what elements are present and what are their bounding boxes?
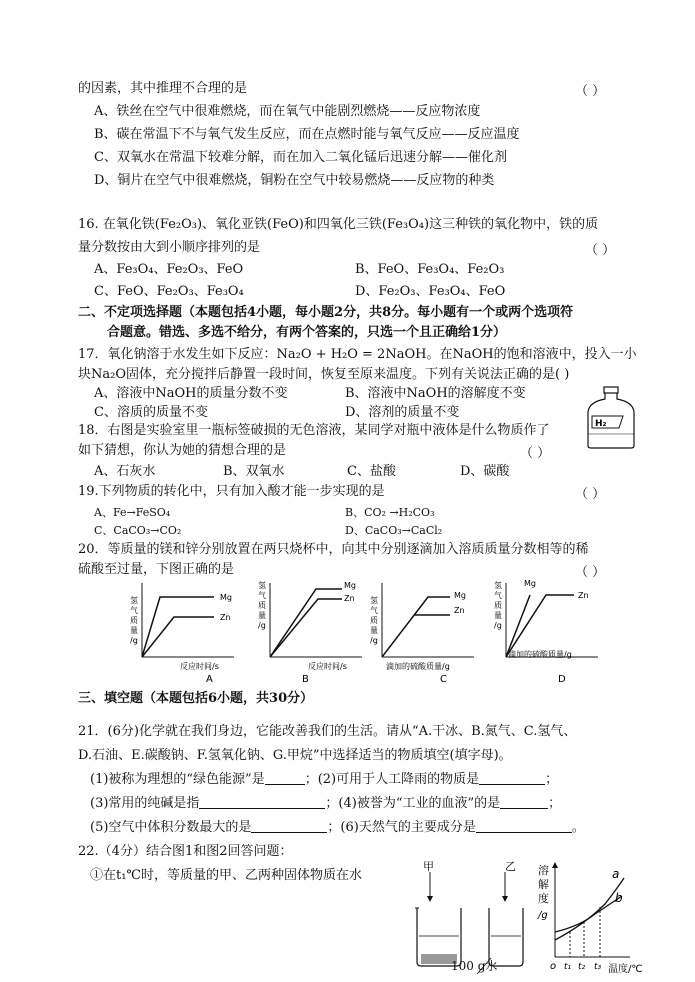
q18-answer-paren: （ ） xyxy=(520,446,551,461)
water-label: 100 g水 xyxy=(451,959,498,973)
q16-stem-line2: 量分数按由大到小顺序排列的是 xyxy=(78,240,261,255)
graph-c-mg-label: Mg xyxy=(454,591,466,600)
svg-text:量: 量 xyxy=(130,626,138,635)
q18-option-d: D、碳酸 xyxy=(460,464,510,479)
q17-option-d: D、溶剂的质量不变 xyxy=(345,405,460,420)
svg-text:/g: /g xyxy=(538,910,548,921)
section2-heading-line1: 二、不定项选择题（本题包括4小题，每小题2分，共8分。每小题有一个或两个选项符 xyxy=(78,305,574,320)
q18-stem-line2: 如下猜想，你认为她的猜想合理的是 xyxy=(78,443,287,458)
tick-t3: t₃ xyxy=(594,962,602,972)
svg-text:/g: /g xyxy=(258,621,266,630)
q22-stem-line2: ①在t₁℃时，等质量的甲、乙两种固体物质在水 xyxy=(90,868,362,883)
q21-row2: (3)常用的纯碱是指 ；(4)被誉为“工业的血液”的是 ； xyxy=(90,796,562,811)
curve-b-label: b xyxy=(615,891,623,905)
svg-text:/g: /g xyxy=(494,621,502,630)
svg-text:质: 质 xyxy=(130,616,138,625)
q20-graph-options xyxy=(0,575,695,685)
graph-d-zn-label: Zn xyxy=(578,591,589,600)
graph-a-letter: A xyxy=(206,674,213,685)
q18-stem-line1: 18．右图是实验室里一瓶标签破损的无色溶液，某同学对瓶中液体是什么物质作了 xyxy=(78,423,550,438)
q16-option-c: C、FeO、Fe₂O₃、Fe₃O₄ xyxy=(94,284,244,299)
q17-option-a: A、溶液中NaOH的质量分数不变 xyxy=(94,386,288,401)
solubility-graph xyxy=(530,862,655,977)
solubility-ylabel xyxy=(537,863,549,921)
graph-d-letter: D xyxy=(558,674,566,685)
svg-text:质: 质 xyxy=(258,601,266,610)
q15-answer-paren: （ ） xyxy=(575,84,606,99)
q21-blank-1[interactable] xyxy=(265,771,305,785)
beaker-jia-label: 甲 xyxy=(423,860,434,873)
graph-a-xlabel: 反应时间/s xyxy=(180,662,219,671)
graph-d-mg-line xyxy=(506,595,574,657)
q17-option-c: C、溶质的质量不变 xyxy=(94,405,208,420)
graph-a-mg-line xyxy=(142,597,214,657)
svg-text:量: 量 xyxy=(258,611,266,620)
svg-text:溶: 溶 xyxy=(538,864,549,877)
svg-text:气: 气 xyxy=(494,591,502,600)
svg-text:/g: /g xyxy=(130,636,138,645)
q21-blank-2[interactable] xyxy=(479,771,545,785)
q15-option-d: D、铜片在空气中很难燃烧，铜粉在空气中较易燃烧——反应物的种类 xyxy=(94,173,495,188)
q16-option-b: B、FeO、Fe₃O₄、Fe₂O₃ xyxy=(355,262,505,277)
graph-b xyxy=(258,580,362,685)
graph-c-xlabel: 滴加的硫酸质量/g xyxy=(386,662,450,671)
svg-text:质: 质 xyxy=(370,616,378,625)
svg-text:氢: 氢 xyxy=(258,581,266,590)
q21-blank-4[interactable] xyxy=(500,795,548,809)
graph-b-mg-label: Mg xyxy=(344,581,356,590)
q16-answer-paren: （ ） xyxy=(585,243,616,258)
q18-option-a: A、石灰水 xyxy=(94,464,156,479)
svg-text:质: 质 xyxy=(494,601,502,610)
origin-label: o xyxy=(550,961,557,972)
q17-stem-line1: 17．氧化钠溶于水发生如下反应：Na₂O + H₂O = 2NaOH。在NaOH的饱和溶液中，投入一小 xyxy=(78,347,637,362)
q18-option-b: B、双氧水 xyxy=(223,464,285,479)
q19-option-c: C、CaCO₃→CO₂ xyxy=(94,524,182,537)
svg-text:气: 气 xyxy=(258,591,266,600)
q19-option-a: A、Fe→FeSO₄ xyxy=(94,506,171,519)
bottle-label-text: H₂ xyxy=(595,419,607,429)
section3-heading: 三、填空题（本题包括6小题，共30分） xyxy=(78,691,314,706)
q21-stem-line2: D.石油、E.碳酸钠、F.氢氧化钠、G.甲烷”中选择适当的物质填空(填字母)。 xyxy=(78,748,512,763)
section2-heading-line2: 合题意。错选、多选不给分，有两个答案的，只选一个且正确给1分） xyxy=(107,325,507,340)
graph-a-ylabel xyxy=(130,595,138,645)
q16-option-d: D、Fe₂O₃、Fe₃O₄、FeO xyxy=(355,284,506,299)
graph-a-mg-label: Mg xyxy=(220,593,232,602)
q20-stem-line2: 硫酸至过量，下图正确的是 xyxy=(78,562,235,577)
graph-d xyxy=(494,579,598,685)
beaker-yi-label: 乙 xyxy=(505,860,516,873)
graph-c-zn-label: Zn xyxy=(454,606,465,615)
solubility-xlabel: 温度/℃ xyxy=(608,964,643,975)
graph-d-mg-label: Mg xyxy=(524,579,536,588)
q15-option-a: A、铁丝在空气中很难燃烧，而在氧气中能剧烈燃烧——反应物浓度 xyxy=(94,104,481,119)
q21-stem-line1: 21．(6分)化学就在我们身边，它能改善我们的生活。请从“A.干冰、B.氮气、C.氢气、 xyxy=(78,724,577,739)
q15-option-b: B、碳在常温下不与氧气发生反应，而在点燃时能与氧气反应——反应温度 xyxy=(94,127,520,142)
graph-a xyxy=(130,583,234,685)
q21-blank-3[interactable] xyxy=(199,795,325,809)
q17-stem-line2: 块Na₂O固体，充分搅拌后静置一段时间，恢复至原来温度。下列有关说法正确的是( ) xyxy=(78,367,570,382)
svg-text:氢: 氢 xyxy=(370,596,378,605)
graph-c-letter: C xyxy=(440,674,447,685)
graph-d-ylabel xyxy=(494,580,502,630)
graph-d-xlabel: 滴加的硫酸质量/g xyxy=(508,650,572,659)
curve-a-label: a xyxy=(612,867,620,881)
svg-text:氢: 氢 xyxy=(494,581,502,590)
q20-answer-paren: （ ） xyxy=(575,565,606,580)
svg-text:/g: /g xyxy=(370,636,378,645)
graph-c xyxy=(370,583,474,685)
q21-blank-6[interactable] xyxy=(476,819,572,833)
q17-option-b: B、溶液中NaOH的溶解度不变 xyxy=(345,386,526,401)
svg-text:氢: 氢 xyxy=(130,596,138,605)
graph-b-zn-line xyxy=(270,599,342,657)
q21-row1: (1)被称为理想的“绿色能源”是 ；(2)可用于人工降雨的物质是 ； xyxy=(90,772,559,787)
svg-text:气: 气 xyxy=(370,606,378,615)
graph-b-zn-label: Zn xyxy=(344,594,355,603)
graph-b-letter: B xyxy=(302,674,309,685)
graph-c-mg-line xyxy=(382,597,450,657)
tick-t2: t₂ xyxy=(578,962,586,972)
q20-stem-line1: 20．等质量的镁和锌分别放置在两只烧杯中，向其中分别逐滴加入溶质质量分数相等的稀 xyxy=(78,542,589,557)
q19-option-b: B、CO₂ →H₂CO₃ xyxy=(345,506,435,519)
svg-text:度: 度 xyxy=(538,892,549,905)
q15-stem-tail: 的因素，其中推理不合理的是 xyxy=(78,81,248,96)
q15-option-c: C、双氧水在常温下较难分解，而在加入二氧化锰后迅速分解——催化剂 xyxy=(94,150,507,165)
curve-b xyxy=(555,896,622,932)
reagent-bottle-figure xyxy=(583,386,639,450)
svg-text:量: 量 xyxy=(494,611,502,620)
svg-text:气: 气 xyxy=(130,606,138,615)
q19-stem: 19.下列物质的转化中，只有加入酸才能一步实现的是 xyxy=(78,484,385,499)
q16-stem-line1: 16. 在氧化铁(Fe₂O₃)、氧化亚铁(FeO)和四氧化三铁(Fe₃O₄)这三种铁的氧化物中，铁的质 xyxy=(78,217,599,232)
graph-c-ylabel xyxy=(370,595,378,645)
q18-option-c: C、盐酸 xyxy=(347,464,396,479)
curve-a xyxy=(555,878,624,940)
q19-option-d: D、CaCO₃→CaCl₂ xyxy=(345,524,443,537)
q19-answer-paren: （ ） xyxy=(575,487,606,502)
q21-blank-5[interactable] xyxy=(251,819,327,833)
q22-stem-line1: 22.（4分）结合图1和图2回答问题： xyxy=(78,844,293,859)
graph-a-zn-label: Zn xyxy=(220,613,231,622)
graph-b-xlabel: 反应时间/s xyxy=(308,662,347,671)
q21-row3: (5)空气中体积分数最大的是 ；(6)天然气的主要成分是 。 xyxy=(90,820,585,835)
graph-b-ylabel xyxy=(258,580,266,630)
tick-t1: t₁ xyxy=(564,962,572,972)
svg-text:量: 量 xyxy=(370,626,378,635)
q16-option-a: A、Fe₃O₄、Fe₂O₃、FeO xyxy=(94,262,244,277)
svg-text:解: 解 xyxy=(538,878,549,891)
